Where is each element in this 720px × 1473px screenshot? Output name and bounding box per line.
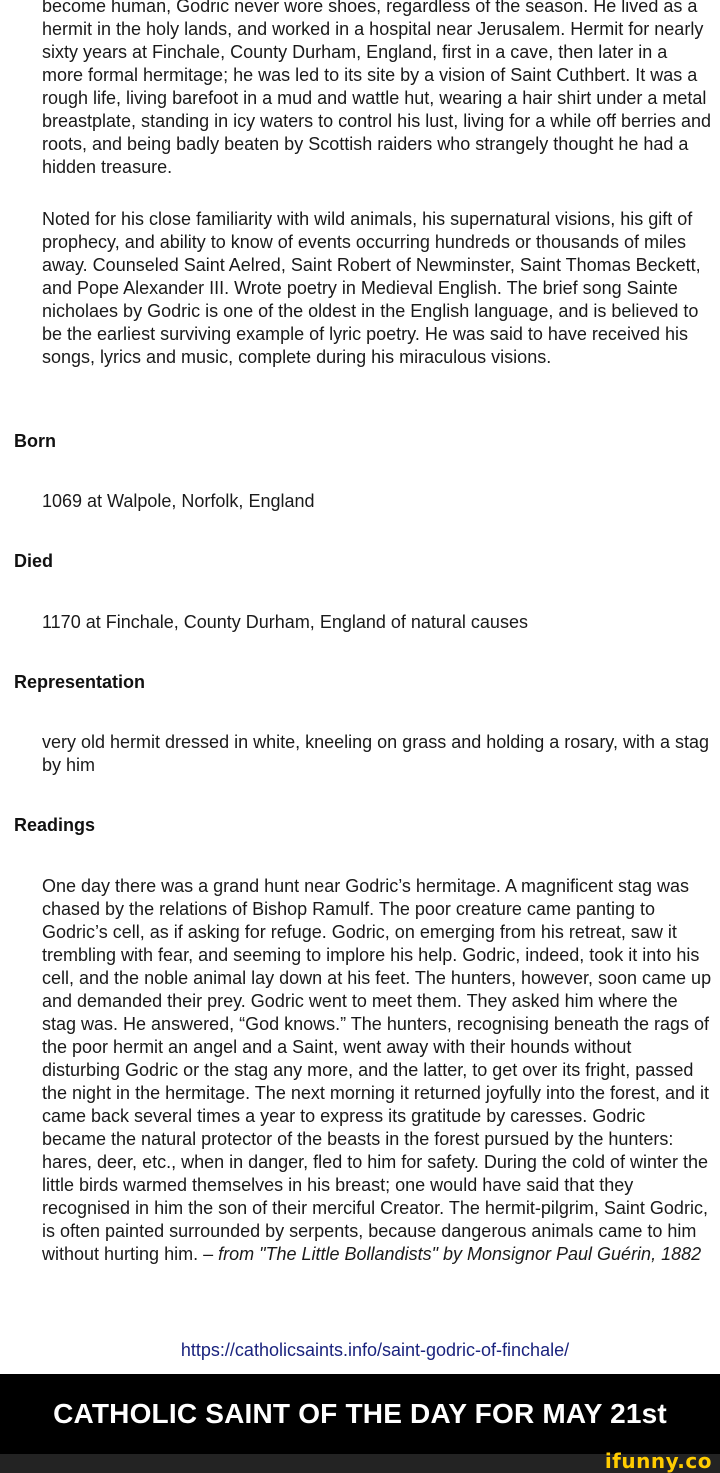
source-link[interactable]: https://catholicsaints.info/saint-godric-of-finchale/: [180, 1340, 570, 1360]
ifunny-logo: ifunny.co: [604, 1449, 712, 1473]
born-text: 1069 at Walpole, Norfolk, England: [42, 491, 315, 511]
footer-bar: [0, 1449, 720, 1473]
readings-source: from "The Little Bollandists" by Monsignor Paul Guérin, 1882: [218, 1244, 702, 1264]
readings-heading: Readings: [14, 815, 96, 835]
biography-paragraph: become human, Godric never wore shoes, regardless of the season. He lived as a hermit in the holy lands, and worked in a hospital near Jerusalem. Hermit for nearly sixty years at Finchale, County Durham, England, first in a cave, then later in a more formal hermitage; he was led to its site by a vision of Saint Cuthbert. It was a rough life, living barefoot in a mud and wattle hut, wearing a hair shirt under a metal breastplate, standing in icy waters to control his lust, living for a while off berries and roots, and being badly beaten by Scottish raiders who strangely thought he had a hidden treasure.: [42, 0, 712, 177]
notes-paragraph: Noted for his close familiarity with wild animals, his supernatural visions, his gift of prophecy, and ability to know of events occurring hundreds or thousands of miles away. Counseled Saint Aelred, Saint Robert of Newminster, Saint Thomas Beckett, and Pope Alexander III. Wrote poetry in Medieval English. The brief song Sainte nicholaes by Godric is one of the oldest in the English language, and is believed to be the earliest surviving example of lyric poetry. He was said to have received his songs, lyrics and music, complete during his miraculous visions.: [42, 209, 701, 367]
readings-text: [42, 875, 712, 1266]
representation-text: very old hermit dressed in white, kneeling on grass and holding a rosary, with a stag by him: [42, 732, 710, 775]
died-text: 1170 at Finchale, County Durham, England of natural causes: [42, 612, 528, 632]
saint-of-day-banner: CATHOLIC SAINT OF THE DAY FOR MAY 21st: [0, 1374, 720, 1454]
readings-body: One day there was a grand hunt near Godric’s hermitage. A magnificent stag was chased by the relations of Bishop Ramulf. The poor creature came panting to Godric’s cell, as if asking for refuge. Godric, on emerging from his retreat, saw it trembling with fear, and seeming to implore his help. Godric, indeed, took it into his cell, and the noble animal lay down at his feet. The hunters, however, soon came up and demanded their prey. Godric went to meet them. They asked him where the stag was. He answered, “God knows.” The hunters, recognising beneath the rags of the poor hermit an angel and a Saint, went away with their hounds without disturbing Godric or the stag any more, and the latter, to get over its fright, passed the night in the hermitage. The next morning it returned joyfully into the forest, and it came back several times a year to express its gratitude by caresses. Godric became the natural protector of the beasts in the forest pursued by the hunters: hares, deer, etc., when in danger, fled to him for safety. During the cold of winter the little birds warmed themselves in his breast; one would have said that they recognised in him the son of their merciful Creator. The hermit-pilgrim, Saint Godric, is often painted surrounded by serpents, because dangerous animals came to him without hurting him. –: [42, 876, 712, 1264]
born-heading: Born: [14, 431, 56, 451]
died-heading: Died: [14, 551, 54, 571]
representation-heading: Representation: [14, 672, 146, 692]
